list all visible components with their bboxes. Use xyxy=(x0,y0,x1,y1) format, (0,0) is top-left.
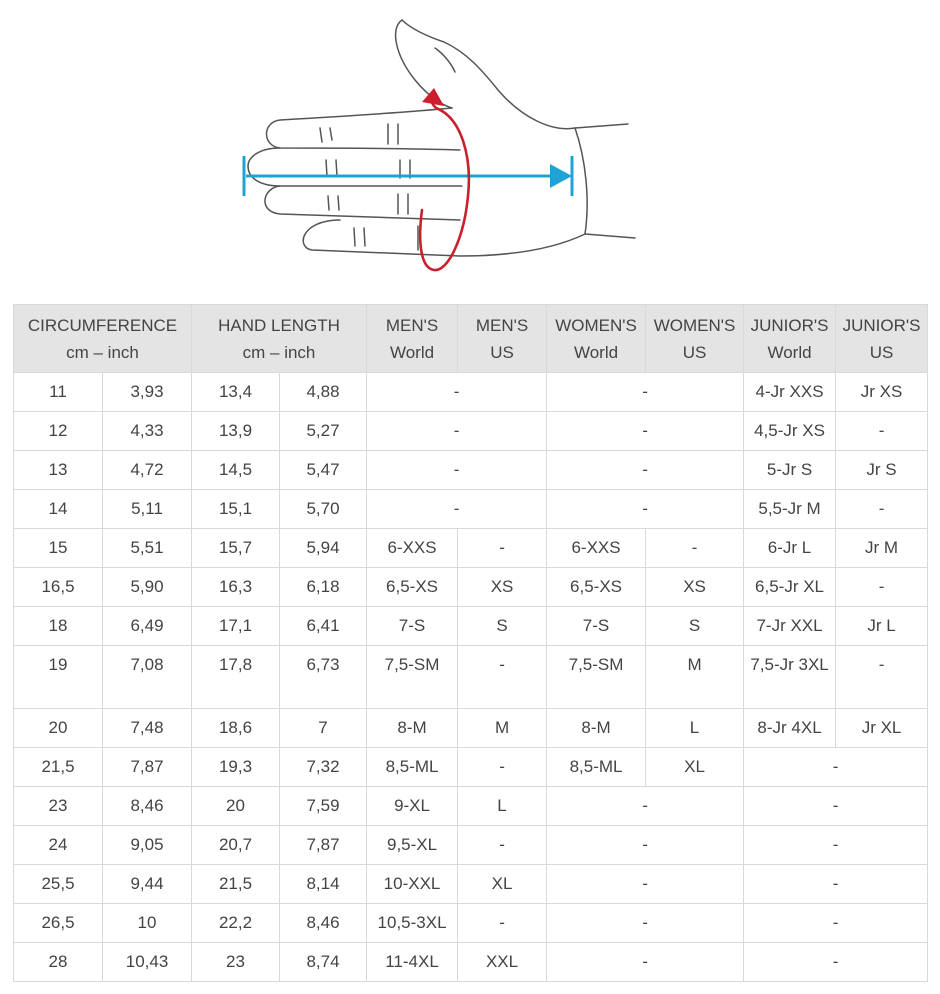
table-cell: - xyxy=(367,451,547,490)
table-cell: S xyxy=(458,607,547,646)
table-cell: 7-S xyxy=(367,607,458,646)
table-cell: XS xyxy=(458,568,547,607)
column-header-unit: US xyxy=(490,342,514,362)
table-cell: 9,5-XL xyxy=(367,826,458,865)
table-cell: 5,27 xyxy=(280,412,367,451)
table-cell: 5,5-Jr M xyxy=(744,490,836,529)
table-row xyxy=(14,373,928,412)
table-cell: - xyxy=(836,646,928,709)
column-header xyxy=(744,305,836,373)
column-header xyxy=(458,305,547,373)
table-cell: 6,5-Jr XL xyxy=(744,568,836,607)
table-cell: 21,5 xyxy=(192,865,280,904)
table-cell: 9,44 xyxy=(103,865,192,904)
column-header-unit: cm – inch xyxy=(66,342,139,362)
table-cell: 8-M xyxy=(547,709,646,748)
table-cell: 5,70 xyxy=(280,490,367,529)
table-cell: 13,9 xyxy=(192,412,280,451)
table-cell: - xyxy=(744,943,928,982)
table-cell: - xyxy=(744,904,928,943)
column-header-unit: US xyxy=(682,342,707,362)
table-cell: 24 xyxy=(14,826,103,865)
table-row xyxy=(14,787,928,826)
table-cell: 26,5 xyxy=(14,904,103,943)
hand-diagram-icon xyxy=(230,10,650,280)
table-cell: XL xyxy=(458,865,547,904)
column-header xyxy=(836,305,928,373)
column-header-title: JUNIOR'S xyxy=(750,315,829,335)
column-header-title: JUNIOR'S xyxy=(842,315,921,335)
table-row xyxy=(14,412,928,451)
table-cell: 23 xyxy=(14,787,103,826)
table-cell: S xyxy=(646,607,744,646)
table-row xyxy=(14,529,928,568)
length-arrow xyxy=(244,156,572,196)
table-cell: 4-Jr XXS xyxy=(744,373,836,412)
column-header-title: WOMEN'S xyxy=(653,315,736,335)
table-row xyxy=(14,904,928,943)
column-header-unit: World xyxy=(573,342,619,362)
column-header-title: MEN'S xyxy=(475,315,529,335)
table-cell: - xyxy=(836,412,928,451)
table-cell: - xyxy=(547,943,744,982)
table-cell: 8,14 xyxy=(280,865,367,904)
table-cell: 7 xyxy=(280,709,367,748)
table-body xyxy=(14,373,928,982)
table-cell: 16,3 xyxy=(192,568,280,607)
table-cell: - xyxy=(547,904,744,943)
table-cell: 6-XXS xyxy=(547,529,646,568)
table-cell: 9,05 xyxy=(103,826,192,865)
table-cell: 6,5-XS xyxy=(547,568,646,607)
table-cell: 17,1 xyxy=(192,607,280,646)
table-row xyxy=(14,748,928,787)
circumference-arrow xyxy=(420,88,469,270)
table-row xyxy=(14,607,928,646)
column-header-title: HAND LENGTH xyxy=(218,315,340,335)
table-cell: 20 xyxy=(14,709,103,748)
column-header xyxy=(646,305,744,373)
table-cell: 5-Jr S xyxy=(744,451,836,490)
table-cell: 15,1 xyxy=(192,490,280,529)
table-cell: Jr XS xyxy=(836,373,928,412)
table-cell: - xyxy=(547,451,744,490)
table-row xyxy=(14,490,928,529)
table-cell: 12 xyxy=(14,412,103,451)
table-cell: 20,7 xyxy=(192,826,280,865)
table-cell: 6-Jr L xyxy=(744,529,836,568)
table-cell: XS xyxy=(646,568,744,607)
table-cell: L xyxy=(458,787,547,826)
column-header-unit: US xyxy=(869,342,894,362)
table-cell: 21,5 xyxy=(14,748,103,787)
table-cell: - xyxy=(744,787,928,826)
table-cell: 5,47 xyxy=(280,451,367,490)
table-cell: 18 xyxy=(14,607,103,646)
table-cell: - xyxy=(367,490,547,529)
table-cell: 8-Jr 4XL xyxy=(744,709,836,748)
column-header xyxy=(547,305,646,373)
table-cell: 5,90 xyxy=(103,568,192,607)
table-cell: 28 xyxy=(14,943,103,982)
table-cell: - xyxy=(547,490,744,529)
table-cell: 13 xyxy=(14,451,103,490)
table-cell: 4,33 xyxy=(103,412,192,451)
table-cell: M xyxy=(646,646,744,709)
table-cell: Jr M xyxy=(836,529,928,568)
table-cell: 11 xyxy=(14,373,103,412)
table-cell: - xyxy=(744,748,928,787)
table-row xyxy=(14,826,928,865)
table-row xyxy=(14,943,928,982)
table-cell: 7-Jr XXL xyxy=(744,607,836,646)
table-cell: - xyxy=(744,865,928,904)
column-header xyxy=(14,305,192,373)
table-cell: 8,46 xyxy=(280,904,367,943)
table-cell: 10,5-3XL xyxy=(367,904,458,943)
table-cell: - xyxy=(547,373,744,412)
table-cell: 4,88 xyxy=(280,373,367,412)
table-row xyxy=(14,451,928,490)
column-header-title: WOMEN'S xyxy=(555,315,637,335)
table-cell: 19 xyxy=(14,646,103,709)
table-cell: 19,3 xyxy=(192,748,280,787)
table-cell: - xyxy=(458,748,547,787)
table-cell: 6-XXS xyxy=(367,529,458,568)
table-cell: 5,11 xyxy=(103,490,192,529)
table-cell: 14,5 xyxy=(192,451,280,490)
table-cell: - xyxy=(836,568,928,607)
table-cell: 3,93 xyxy=(103,373,192,412)
table-cell: 5,94 xyxy=(280,529,367,568)
table-cell: 7-S xyxy=(547,607,646,646)
column-header-title: MEN'S xyxy=(385,315,439,335)
table-cell: Jr S xyxy=(836,451,928,490)
column-header-unit: World xyxy=(389,342,435,362)
table-cell: Jr L xyxy=(836,607,928,646)
table-cell: XXL xyxy=(458,943,547,982)
table-cell: L xyxy=(646,709,744,748)
column-header xyxy=(367,305,458,373)
table-cell: 8,46 xyxy=(103,787,192,826)
table-cell: 6,5-XS xyxy=(367,568,458,607)
table-cell: 10 xyxy=(103,904,192,943)
table-cell: - xyxy=(547,787,744,826)
table-cell: 7,87 xyxy=(280,826,367,865)
column-header-title: CIRCUMFERENCE xyxy=(27,315,178,335)
table-header-row xyxy=(14,305,928,373)
table-cell: 15,7 xyxy=(192,529,280,568)
table-cell: 10-XXL xyxy=(367,865,458,904)
table-cell: 17,8 xyxy=(192,646,280,709)
table-cell: - xyxy=(458,529,547,568)
table-cell: 6,18 xyxy=(280,568,367,607)
table-cell: 7,5-SM xyxy=(367,646,458,709)
table-cell: - xyxy=(646,529,744,568)
table-cell: 7,59 xyxy=(280,787,367,826)
hand-outline xyxy=(248,20,635,256)
table-cell: 7,5-Jr 3XL xyxy=(744,646,836,709)
column-header-unit: World xyxy=(767,342,812,362)
table-cell: 6,49 xyxy=(103,607,192,646)
table-cell: 11-4XL xyxy=(367,943,458,982)
table-cell: 6,73 xyxy=(280,646,367,709)
table-cell: 6,41 xyxy=(280,607,367,646)
table-cell: - xyxy=(367,412,547,451)
table-cell: 8,74 xyxy=(280,943,367,982)
table-cell: 10,43 xyxy=(103,943,192,982)
table-cell: 5,51 xyxy=(103,529,192,568)
column-header-unit: cm – inch xyxy=(242,342,316,362)
table-cell: 23 xyxy=(192,943,280,982)
hand-measurement-illustration xyxy=(230,10,650,280)
table-cell: M xyxy=(458,709,547,748)
table-row xyxy=(14,709,928,748)
table-cell: - xyxy=(547,865,744,904)
table-cell: - xyxy=(744,826,928,865)
table-cell: 7,32 xyxy=(280,748,367,787)
table-cell: 25,5 xyxy=(14,865,103,904)
table-cell: 14 xyxy=(14,490,103,529)
table-row xyxy=(14,568,928,607)
table-row xyxy=(14,646,928,709)
table-cell: 13,4 xyxy=(192,373,280,412)
table-cell: - xyxy=(547,826,744,865)
table-cell: 7,08 xyxy=(103,646,192,709)
table-cell: - xyxy=(836,490,928,529)
table-cell: 9-XL xyxy=(367,787,458,826)
table-cell: 8,5-ML xyxy=(547,748,646,787)
table-cell: 4,5-Jr XS xyxy=(744,412,836,451)
table-cell: 4,72 xyxy=(103,451,192,490)
table-cell: - xyxy=(458,646,547,709)
table-cell: Jr XL xyxy=(836,709,928,748)
table-cell: 20 xyxy=(192,787,280,826)
table-cell: - xyxy=(367,373,547,412)
table-cell: 18,6 xyxy=(192,709,280,748)
column-header xyxy=(192,305,367,373)
table-row xyxy=(14,865,928,904)
table-cell: XL xyxy=(646,748,744,787)
table-cell: 8,5-ML xyxy=(367,748,458,787)
table-cell: 7,87 xyxy=(103,748,192,787)
table-cell: 15 xyxy=(14,529,103,568)
table-cell: 7,5-SM xyxy=(547,646,646,709)
table-cell: 8-M xyxy=(367,709,458,748)
table-cell: - xyxy=(547,412,744,451)
table-cell: 7,48 xyxy=(103,709,192,748)
table-cell: - xyxy=(458,904,547,943)
size-chart-table xyxy=(13,304,928,982)
table-cell: - xyxy=(458,826,547,865)
table-cell: 16,5 xyxy=(14,568,103,607)
table-cell: 22,2 xyxy=(192,904,280,943)
